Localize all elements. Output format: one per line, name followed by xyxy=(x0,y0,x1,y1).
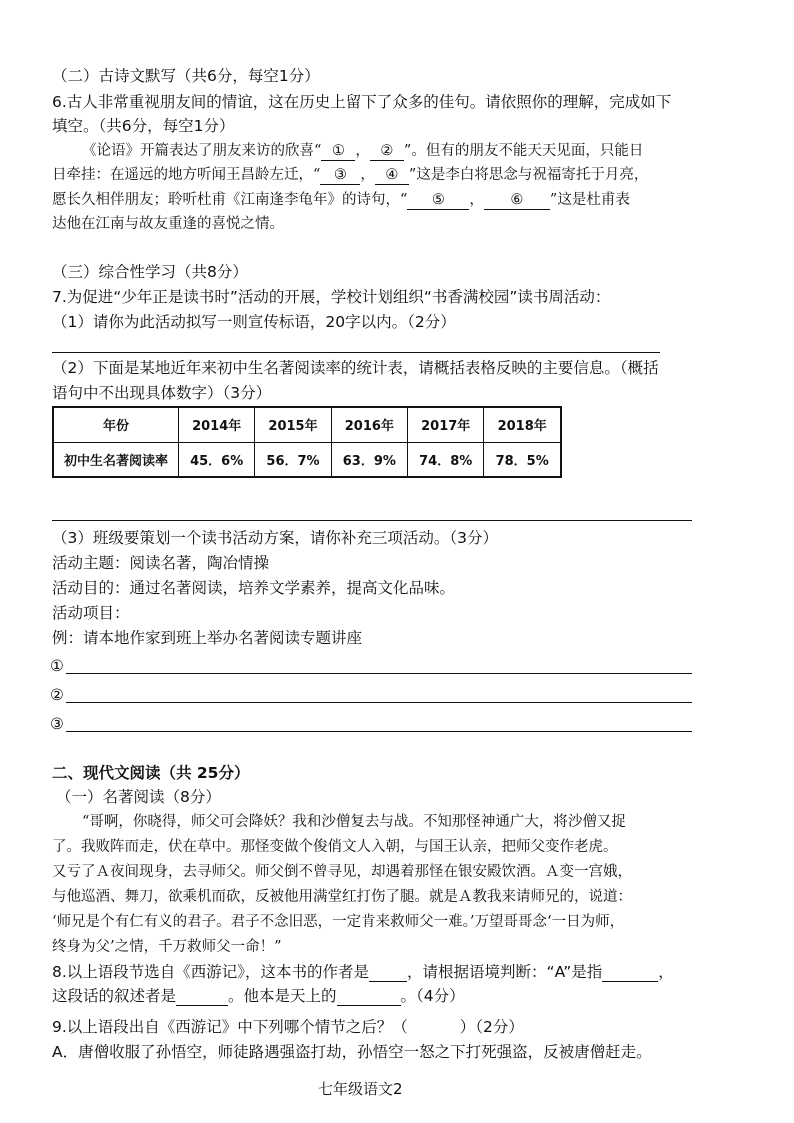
text: 。他本是天上的 xyxy=(228,987,337,1005)
text: 愿长久相伴朋友；聆听杜甫《江南逢李龟年》的诗句，“ xyxy=(52,192,408,208)
table-cell: 56．7% xyxy=(255,442,331,477)
question-7-3: （3）班级要策划一个读书活动方案，请你补充三项活动。（3分） xyxy=(52,529,498,547)
passage-line: ‘师兄是个有仁有义的君子。君子不念旧恶，一定肯来救师父一难。’万望哥哥念‘一日为师， xyxy=(52,914,625,930)
answer-line-activity-2[interactable] xyxy=(66,702,692,703)
table-header-cell: 2018年 xyxy=(484,407,561,442)
passage-line: 与他巡酒、舞刀，欲乘机而砍，反被他用满堂红打伤了腿。就是Ａ教我来请师兄的，说道： xyxy=(52,889,632,905)
question-7-1: （1）请你为此活动拟写一则宣传标语，20字以内。（2分） xyxy=(52,313,456,331)
comma: ， xyxy=(355,143,370,159)
activity-items-label: 活动项目： xyxy=(52,604,130,622)
answer-blank-6[interactable]: ⑥ xyxy=(484,191,550,210)
activity-goal: 活动目的：通过名著阅读，培养文学素养，提高文化品味。 xyxy=(52,579,456,597)
reading-rate-table xyxy=(52,406,562,478)
table-header-cell: 2015年 xyxy=(255,407,331,442)
passage-line: 又亏了Ａ夜间现身，去寻师父。师父倒不曾寻见，却遇着那怪在银安殿饮酒。Ａ变一宫娥， xyxy=(52,864,632,880)
question-6-para-1 xyxy=(82,141,643,161)
comma: ， xyxy=(469,192,484,208)
text: 《论语》开篇表达了朋友来访的欣喜“ xyxy=(82,143,322,159)
answer-blank-5[interactable]: ⑤ xyxy=(407,191,469,210)
table-header-cell: 年份 xyxy=(53,407,179,442)
activity-item-mark-1: ① xyxy=(50,657,64,675)
comma: ， xyxy=(360,167,375,183)
text: ”这是李白将思念与祝福寄托于月亮， xyxy=(408,167,649,183)
table-cell: 初中生名著阅读率 xyxy=(53,442,179,477)
activity-theme: 活动主题：阅读名著，陶冶情操 xyxy=(52,554,270,572)
part-2-title: 二、现代文阅读（共 25分） xyxy=(52,764,250,782)
question-9-option-a: A．唐僧收服了孙悟空，师徒路遇强盗打劫，孙悟空一怒之下打死强盗，反被唐僧赶走。 xyxy=(52,1043,652,1061)
question-7-2-line-1: （2）下面是某地近年来初中生名著阅读率的统计表，请概括表格反映的主要信息。（概括 xyxy=(52,359,659,377)
question-6-line-1: 6.古人非常重视朋友间的情谊，这在历史上留下了众多的佳句。请依照你的理解，完成如下 xyxy=(52,93,672,111)
table-cell: 74．8% xyxy=(408,442,484,477)
text: 8.以上语段节选自《西游记》，这本书的作者是 xyxy=(52,963,370,981)
text: ”这是杜甫表 xyxy=(549,192,630,208)
passage-line: 了。我败阵而走，伏在草中。那怪变做个俊俏文人入朝，与国王认亲，把师父变作老虎。 xyxy=(52,839,618,855)
section-title-poetry: （二）古诗文默写（共6分，每空1分） xyxy=(52,67,320,85)
answer-blank-2[interactable]: ② xyxy=(370,142,404,161)
table-cell: 63．9% xyxy=(331,442,407,477)
passage-line: 终身为父’之情，千万救师父一命！” xyxy=(52,939,282,955)
text: 。（4分） xyxy=(400,987,465,1005)
section-title-comprehensive: （三）综合性学习（共8分） xyxy=(52,263,248,281)
answer-blank-narrator[interactable] xyxy=(176,987,228,1006)
answer-line-activity-3[interactable] xyxy=(66,731,692,732)
table-header-cell: 2016年 xyxy=(331,407,407,442)
answer-blank-1[interactable]: ① xyxy=(321,142,355,161)
question-6-line-2: 填空。（共6分，每空1分） xyxy=(52,117,235,135)
activity-item-mark-2: ② xyxy=(50,686,64,704)
question-6-para-2 xyxy=(52,165,648,185)
table-header-row xyxy=(53,407,561,442)
activity-item-mark-3: ③ xyxy=(50,715,64,733)
question-8-line-1 xyxy=(52,962,674,982)
question-9 xyxy=(52,1017,524,1037)
answer-blank-a-refers[interactable] xyxy=(602,963,658,982)
answer-blank-author[interactable] xyxy=(369,963,407,982)
text: ，请根据语境判断：“A”是指 xyxy=(407,963,603,981)
table-cell: 45．6% xyxy=(179,442,255,477)
question-6-para-3 xyxy=(52,190,630,210)
answer-line-7-2[interactable] xyxy=(52,520,692,521)
text: 9.以上语段出自《西游记》中下列哪个情节之后？（ xyxy=(52,1018,408,1036)
text: 这段话的叙述者是 xyxy=(52,987,177,1005)
question-7-2-line-2: 语句中不出现具体数字）（3分） xyxy=(52,384,272,402)
table-header-cell: 2014年 xyxy=(179,407,255,442)
table-cell: 78．5% xyxy=(484,442,561,477)
answer-line-7-1[interactable] xyxy=(52,352,660,353)
text: ， xyxy=(658,963,674,981)
table-header-cell: 2017年 xyxy=(408,407,484,442)
text: ）（2分） xyxy=(459,1018,524,1036)
page-footer: 七年级语文2 xyxy=(318,1080,403,1098)
question-7-intro: 7.为促进“少年正是读书时”活动的开展，学校计划组织“书香满校园”读书周活动： xyxy=(52,288,611,306)
answer-blank-heaven-role[interactable] xyxy=(337,987,401,1006)
answer-line-activity-1[interactable] xyxy=(66,673,692,674)
question-8-line-2 xyxy=(52,986,465,1006)
answer-blank-4[interactable]: ④ xyxy=(375,166,409,185)
text: ”。但有的朋友不能天天见面，只能日 xyxy=(403,143,644,159)
text: 日牵挂：在遥远的地方听闻王昌龄左迁，“ xyxy=(52,167,321,183)
passage-line: “哥啊，你晓得，师父可会降妖？我和沙僧复去与战。不知那怪神通广大，将沙僧又捉 xyxy=(82,814,626,830)
answer-blank-3[interactable]: ③ xyxy=(320,166,360,185)
subsection-title-classics: （一）名著阅读（8分） xyxy=(56,788,221,806)
table-row xyxy=(53,442,561,477)
question-6-para-4: 达他在江南与故友重逢的喜悦之情。 xyxy=(52,216,284,232)
activity-example: 例：请本地作家到班上举办名著阅读专题讲座 xyxy=(52,629,363,647)
